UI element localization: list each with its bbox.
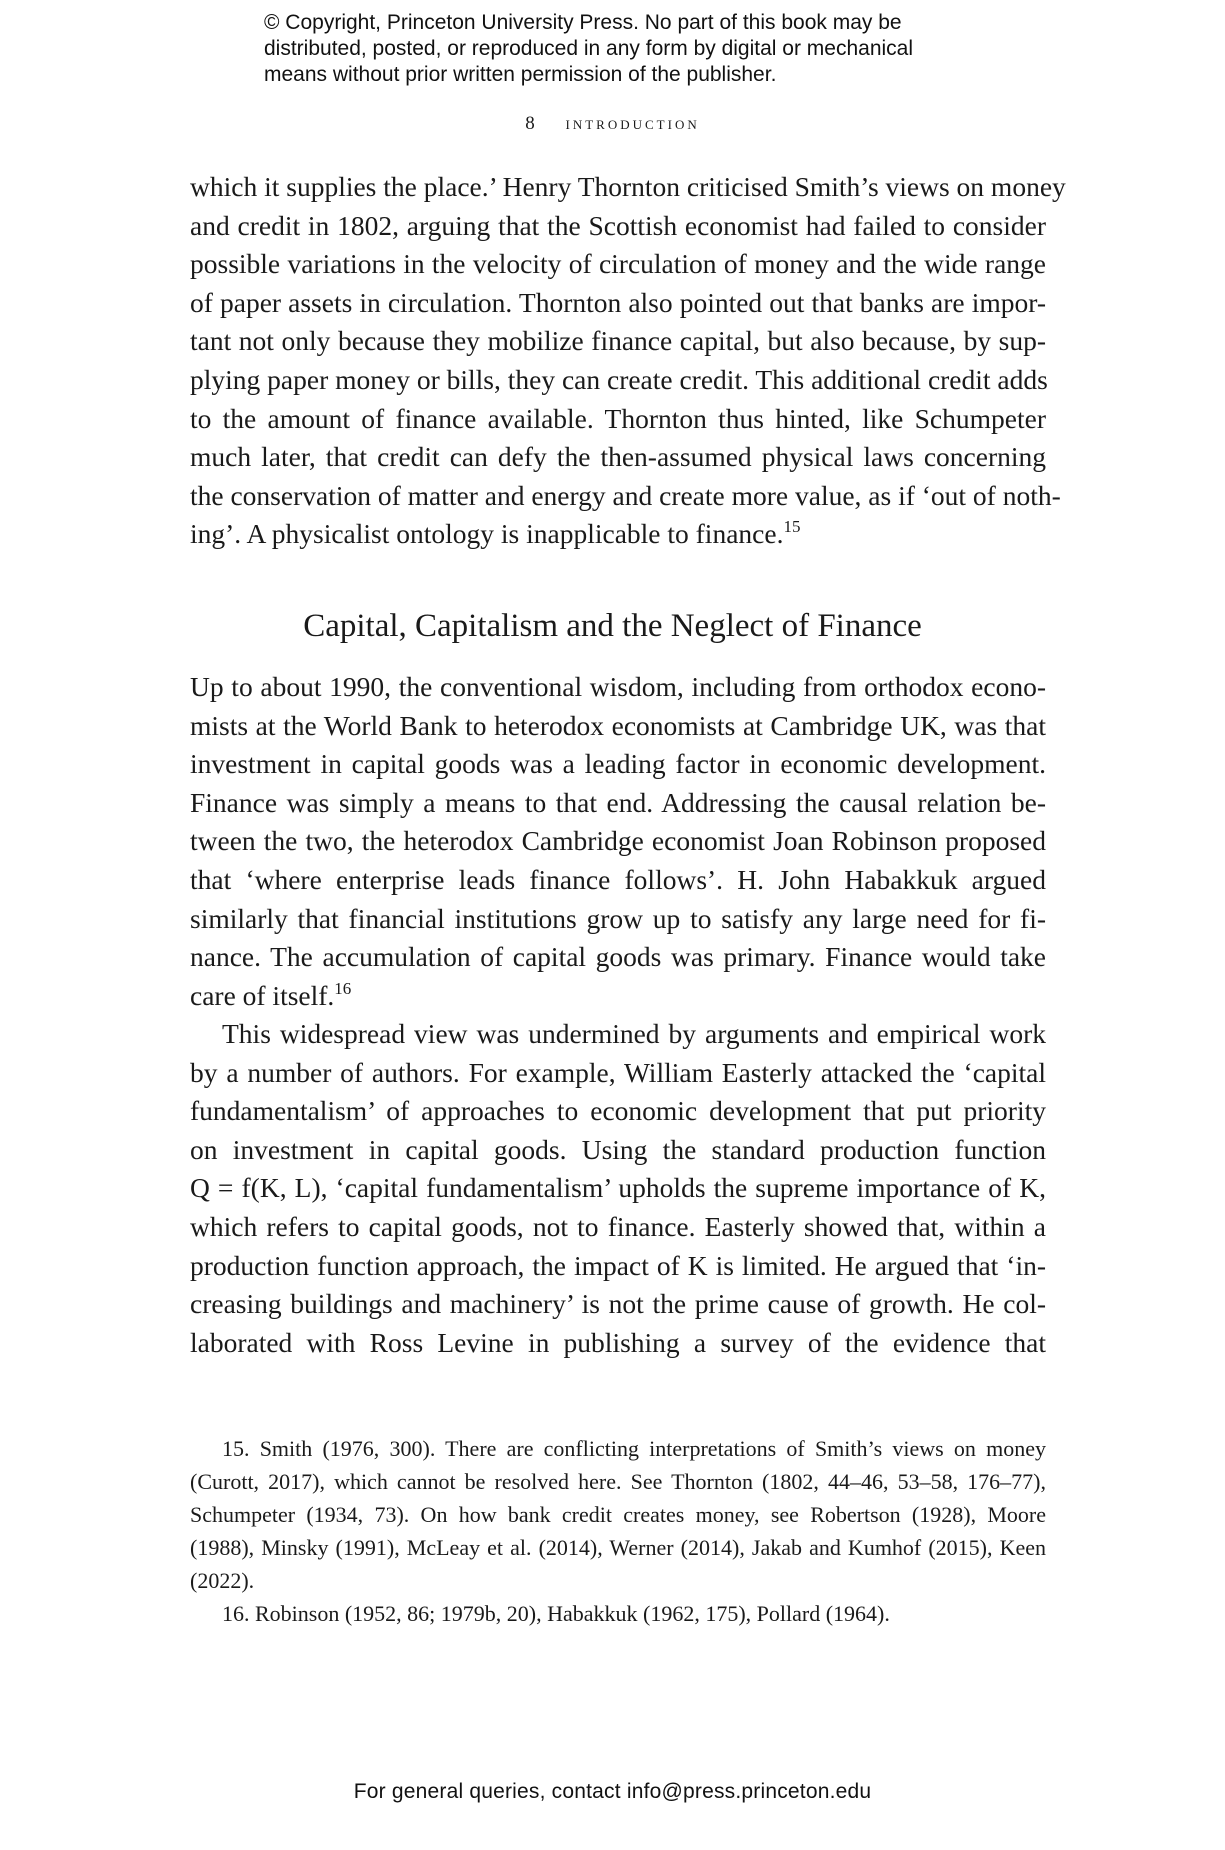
text-line: to the amount of finance available. Thornton thus hinted, like Schumpeter (190, 402, 1046, 434)
paragraph-1 (190, 168, 1066, 554)
footnote-line: 15. Smith (1976, 300). There are conflicting interpretations of Smith’s views on money (222, 1436, 1046, 1461)
text-line: laborated with Ross Levine in publishing a survey of the evidence that (190, 1326, 1046, 1358)
footnote-line: Schumpeter (1934, 73). On how bank credit creates money, see Robertson (1928), Moore (190, 1502, 1046, 1527)
footer-contact (0, 1780, 1225, 1804)
text-line: nance. The accumulation of capital goods was primary. Finance would take (190, 941, 1046, 973)
text-line: Up to about 1990, the conventional wisdom, including from orthodox econo- (190, 671, 1046, 702)
text-line: investment in capital goods was a leading factor in economic development. (190, 748, 1046, 780)
text-line: tant not only because they mobilize finance capital, but also because, by sup- (190, 325, 1046, 357)
paragraph-3 (190, 1015, 1046, 1362)
text-line (190, 977, 1046, 1016)
footnote-ref-16[interactable]: 16 (334, 978, 352, 998)
text-line: of paper assets in circulation. Thornton also pointed out that banks are impor- (190, 286, 1046, 318)
text-line: which it supplies the place.’ Henry Thornton criticised Smith’s views on money (190, 171, 1066, 202)
section-heading: Capital, Capitalism and the Neglect of Finance (303, 608, 922, 644)
text-line: on investment in capital goods. Using the standard production function (190, 1133, 1046, 1165)
text-line: production function approach, the impact of K is limited. He argued that ‘in- (190, 1249, 1046, 1281)
page-number: 8 (525, 113, 537, 134)
text-line: Q = f(K, L), ‘capital fundamentalism’ upholds the supreme importance of K, (190, 1172, 1046, 1204)
text-line: possible variations in the velocity of circulation of money and the wide range (190, 248, 1046, 280)
text-line: mists at the World Bank to heterodox economists at Cambridge UK, was that (190, 709, 1046, 741)
text-line: Finance was simply a means to that end. Addressing the causal relation be- (190, 786, 1046, 818)
text-line: plying paper money or bills, they can create credit. This additional credit adds (190, 363, 1048, 395)
text-line: fundamentalism’ of approaches to economic development that put priority (190, 1095, 1046, 1127)
chapter-title: introduction (565, 113, 700, 134)
text-line: much later, that credit can defy the then-assumed physical laws concerning (190, 441, 1046, 473)
text-line: creasing buildings and machinery’ is not the prime cause of growth. He col- (190, 1288, 1046, 1320)
text-line: which refers to capital goods, not to finance. Easterly showed that, within a (190, 1210, 1046, 1242)
copyright-line: means without prior written permission of the publisher. (264, 63, 777, 86)
text-line: and credit in 1802, arguing that the Scottish economist had failed to consider (190, 209, 1046, 241)
footnote-15 (190, 1432, 1046, 1597)
text-line: by a number of authors. For example, William Easterly attacked the ‘capital (190, 1056, 1046, 1088)
footnote-16 (190, 1597, 1046, 1630)
text-line-content: ing’. A physicalist ontology is inapplicable to finance. (190, 518, 784, 550)
text-line: This widespread view was undermined by arguments and empirical work (222, 1018, 1046, 1049)
running-head (0, 113, 1225, 135)
text-line: similarly that financial institutions grow up to satisfy any large need for fi- (190, 902, 1046, 934)
footnotes (190, 1432, 1046, 1630)
copyright-line: © Copyright, Princeton University Press. No part of this book may be (264, 11, 902, 34)
footnote-line: 16. Robinson (1952, 86; 1979b, 20), Habakkuk (1962, 175), Pollard (1964). (222, 1601, 890, 1626)
text-line: tween the two, the heterodox Cambridge economist Joan Robinson proposed (190, 825, 1046, 857)
copyright-notice (264, 10, 1024, 88)
footnote-line: (2022). (190, 1568, 255, 1593)
text-line-content: care of itself. (190, 979, 335, 1011)
text-line (190, 515, 1046, 554)
footnote-line: (Curott, 2017), which cannot be resolved here. See Thornton (1802, 44–46, 53–58, 176–77), (190, 1469, 1046, 1494)
text-line: the conservation of matter and energy and create more value, as if ‘out of noth- (190, 479, 1061, 511)
copyright-line: distributed, posted, or reproduced in any form by digital or mechanical (264, 37, 914, 60)
footnote-line: (1988), Minsky (1991), McLeay et al. (2014), Werner (2014), Jakab and Kumhof (2015), Keen (190, 1535, 1046, 1560)
footer-text: For general queries, contact info@press.princeton.edu (353, 1780, 872, 1803)
paragraph-2 (190, 668, 1046, 1015)
footnote-ref-15[interactable]: 15 (783, 517, 801, 537)
text-line: that ‘where enterprise leads finance follows’. H. John Habakkuk argued (190, 863, 1046, 895)
